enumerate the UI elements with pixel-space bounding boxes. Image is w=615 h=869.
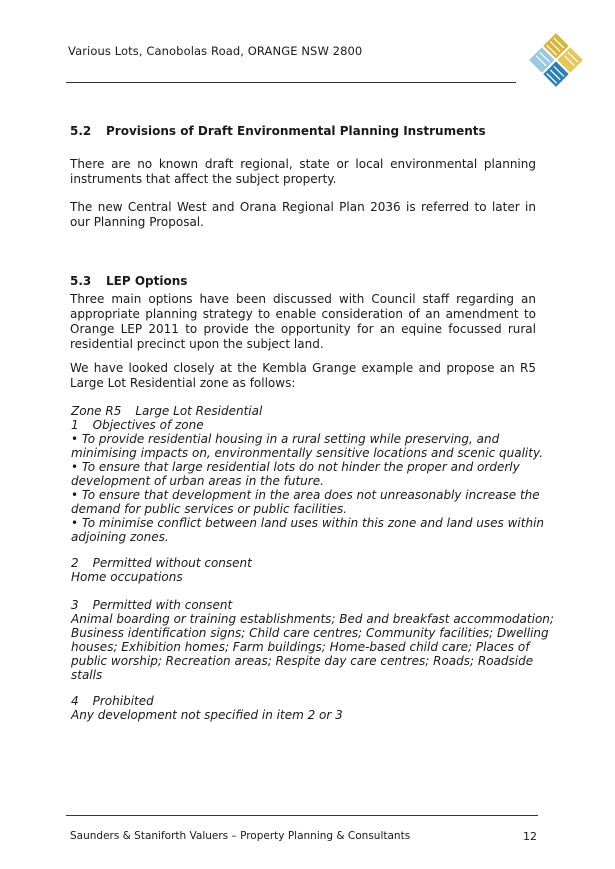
section-number: 5.3 xyxy=(70,274,92,288)
zone-name: Large Lot Residential xyxy=(135,404,263,418)
item-number: 2 xyxy=(71,556,79,570)
section-title: LEP Options xyxy=(106,274,188,288)
zone-title xyxy=(71,404,541,418)
item-heading: Prohibited xyxy=(92,694,154,708)
page-number: 12 xyxy=(523,830,537,843)
paragraph: There are no known draft regional, state or local environmental planning instruments that affect the subject property. xyxy=(70,157,536,186)
objective-line: development of urban areas in the future. xyxy=(71,474,324,488)
permitted-with-consent xyxy=(71,598,554,682)
item-number: 4 xyxy=(71,694,79,708)
header-address: Various Lots, Canobolas Road, ORANGE NSW 2800 xyxy=(68,44,363,58)
header-divider xyxy=(66,82,516,83)
section-number: 5.2 xyxy=(70,124,92,138)
item-text-line: Animal boarding or training establishments; Bed and breakfast accommodation; xyxy=(71,612,554,626)
item-text: Home occupations xyxy=(71,570,183,584)
zone-definition xyxy=(71,404,545,544)
item-number: 1 xyxy=(71,418,79,432)
item-heading-line xyxy=(71,556,541,570)
section-title: Provisions of Draft Environmental Planning Instruments xyxy=(106,124,486,138)
paragraph: Three main options have been discussed with Council staff regarding an appropriate planning strategy to enable consideration of an amendment to Orange LEP 2011 to provide the opportunity for an equine focussed rural residential precinct upon the subject land. xyxy=(70,292,536,351)
objectives-heading xyxy=(71,418,541,432)
objective-line: adjoining zones. xyxy=(71,530,169,544)
item-text: Any development not specified in item 2 or 3 xyxy=(71,708,343,722)
objective-line: minimising impacts on, environmentally sensitive locations and scenic quality. xyxy=(71,446,543,460)
paragraph: The new Central West and Orana Regional Plan 2036 is referred to later in our Planning Proposal. xyxy=(70,200,536,229)
item-number: 3 xyxy=(71,598,79,612)
diamond-tile-logo-icon xyxy=(527,31,585,89)
footer-company: Saunders & Staniforth Valuers – Property Planning & Consultants xyxy=(70,830,411,842)
item-heading: Permitted without consent xyxy=(92,556,252,570)
section-5-2-heading xyxy=(70,124,486,138)
item-text-line: public worship; Recreation areas; Respite day care centres; Roads; Roadside xyxy=(71,654,534,668)
permitted-without-consent xyxy=(71,556,541,584)
paragraph: We have looked closely at the Kembla Grange example and propose an R5 Large Lot Residential zone as follows: xyxy=(70,361,536,390)
objective-line: • To minimise conflict between land uses within this zone and land uses within xyxy=(71,516,545,530)
item-heading-line xyxy=(71,598,541,612)
zone-code: Zone R5 xyxy=(71,404,122,418)
section-5-3-heading xyxy=(70,274,187,288)
objective-line: demand for public services or public facilities. xyxy=(71,502,348,516)
item-heading: Permitted with consent xyxy=(92,598,233,612)
item-text-line: Business identification signs; Child care centres; Community facilities; Dwelling xyxy=(71,626,549,640)
item-text-line: stalls xyxy=(71,668,103,682)
item-heading: Objectives of zone xyxy=(92,418,204,432)
footer-divider xyxy=(66,815,538,816)
objective-line: • To ensure that large residential lots do not hinder the proper and orderly xyxy=(71,460,520,474)
item-text-line: houses; Exhibition homes; Farm buildings; Home-based child care; Places of xyxy=(71,640,530,654)
objective-line: • To provide residential housing in a rural setting while preserving, and xyxy=(71,432,500,446)
objective-line: • To ensure that development in the area does not unreasonably increase the xyxy=(71,488,540,502)
prohibited xyxy=(71,694,541,722)
item-heading-line xyxy=(71,694,541,708)
